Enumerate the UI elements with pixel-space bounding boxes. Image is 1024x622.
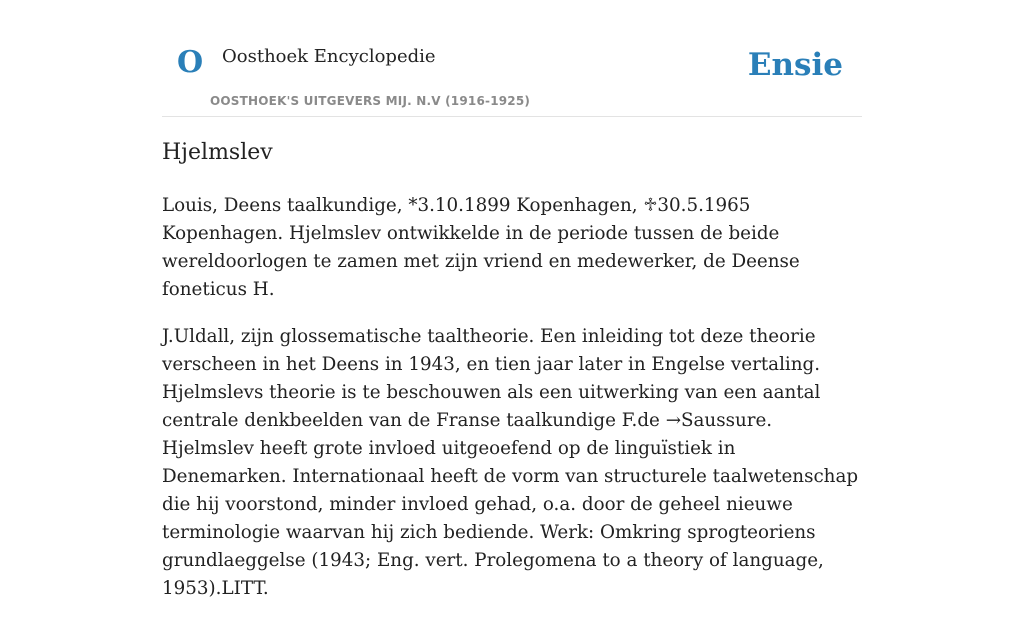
- source-header: [162, 0, 862, 117]
- entry-title: Hjelmslev: [162, 140, 273, 165]
- brand-logo-link[interactable]: Ensie: [747, 47, 843, 83]
- article-paragraph: J.Uldall, zijn glossematische taaltheorie. Een inleiding tot deze theorie verscheen in het Deens in 1943, en tien jaar later in Engelse vertaling. Hjelmslevs theorie is te beschouwen als een uitwerking van een aantal centrale denkbeelden van de Franse taalkundige F.de →Saussure. Hjelmslev heeft grote invloed uitgeoefend op de linguïstiek in Denemarken. Internationaal heeft de vorm van structurele taalwetenschap die hij voorstond, minder invloed gehad, o.a. door de geheel nieuwe terminologie waarvan hij zich bediende. Werk: Omkring sprogteoriens grundlaeggelse (1943; Eng. vert. Prolegomena to a theory of language, 1953).LITT.: [162, 326, 859, 599]
- article-paragraph: Louis, Deens taalkundige, *3.10.1899 Kopenhagen, ♱30.5.1965 Kopenhagen. Hjelmslev ontwikkelde in de periode tussen de beide wereldoorlogen te zamen met zijn vriend en medewerker, de Deense foneticus H.: [162, 195, 800, 300]
- source-subtitle: OOSTHOEK'S UITGEVERS MIJ. N.V (1916-1925): [210, 94, 531, 108]
- source-title[interactable]: Oosthoek Encyclopedie: [222, 46, 436, 67]
- article-body: [162, 192, 862, 622]
- content-container: [162, 0, 862, 599]
- source-logo[interactable]: O: [177, 45, 204, 80]
